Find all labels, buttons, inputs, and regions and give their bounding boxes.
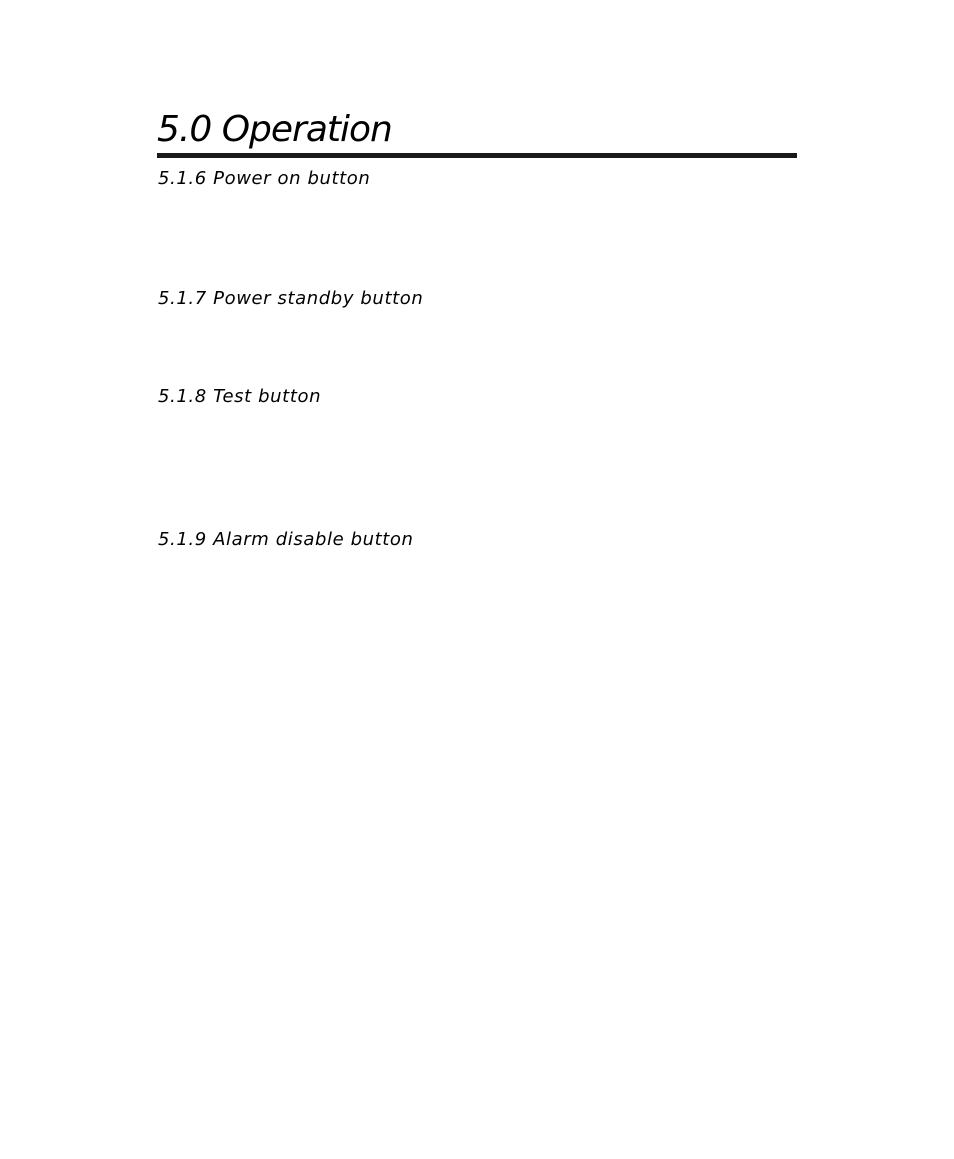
section-heading-test: 5.1.8 Test button: [158, 386, 322, 407]
section-heading-power-standby: 5.1.7 Power standby button: [158, 288, 424, 309]
section-heading-power-on: 5.1.6 Power on button: [158, 168, 371, 189]
section-heading-alarm-disable: 5.1.9 Alarm disable button: [158, 529, 414, 550]
title-rule: [157, 153, 797, 158]
chapter-title: 5.0 Operation: [157, 109, 392, 150]
